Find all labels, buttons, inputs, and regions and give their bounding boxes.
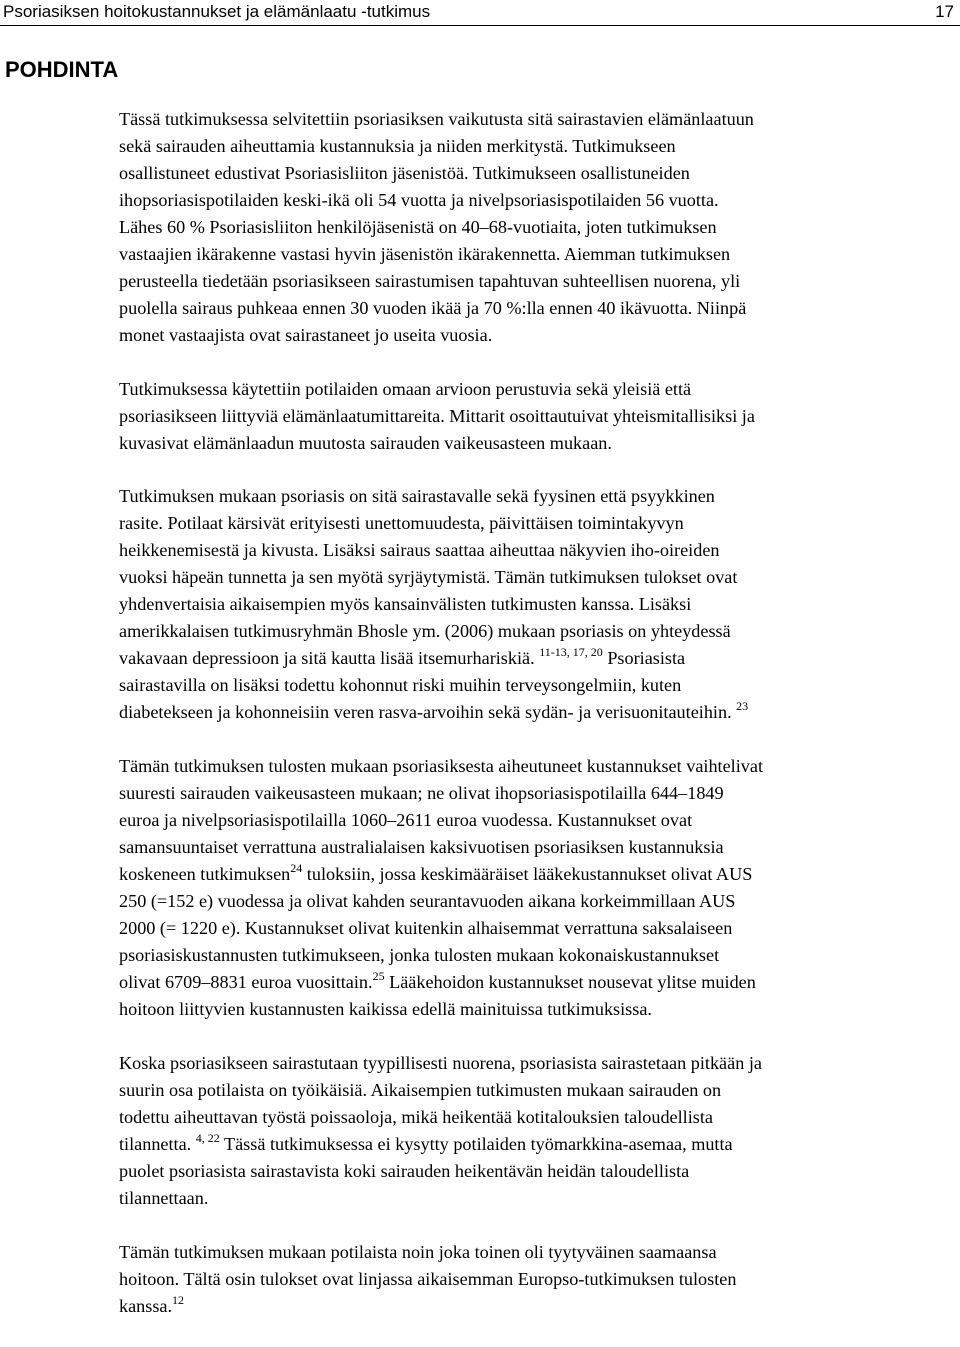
text-line: Koska psoriasikseen sairastutaan tyypillisesti nuorena, psoriasista sairastetaan pitkään ja <box>119 1053 762 1073</box>
text-line: psoriasikseen liittyviä elämänlaatumittareita. Mittarit osoittautuivat yhteismitallisiksi ja <box>119 406 755 426</box>
text-segment: Lääkehoidon kustannukset nousevat ylitse muiden <box>384 972 756 992</box>
text-line: Tutkimuksessa käytettiin potilaiden omaan arvioon perustuvia sekä yleisiä että <box>119 379 692 399</box>
reference-superscript: 11-13, 17, 20 <box>539 645 603 660</box>
text-segment: tilannetta. <box>119 1134 196 1154</box>
text-segment: koskeneen tutkimuksen <box>119 864 291 884</box>
paragraph-5 <box>119 1050 957 1212</box>
reference-superscript: 4, 22 <box>195 1131 220 1146</box>
page-header <box>0 0 960 24</box>
text-line: tilannettaan. <box>119 1188 209 1208</box>
paragraph-3 <box>119 483 957 726</box>
text-line: puolet psoriasista sairastavista koki sairauden heikentävän heidän taloudellista <box>119 1161 690 1181</box>
text-line: sekä sairauden aiheuttamia kustannuksia ja niiden merkitystä. Tutkimukseen <box>119 136 676 156</box>
paragraph-6 <box>119 1239 957 1320</box>
text-line: monet vastaajista ovat sairastaneet jo useita vuosia. <box>119 325 493 345</box>
text-line: yhdenvertaisia aikaisempien myös kansainvälisten tutkimusten kanssa. Lisäksi <box>119 594 692 614</box>
reference-superscript: 24 <box>290 861 303 876</box>
text-line <box>119 861 957 888</box>
text-segment: Tässä tutkimuksessa ei kysytty potilaiden työmarkkina-asemaa, mutta <box>219 1134 733 1154</box>
text-line: suuresti sairauden vaikeusasteen mukaan; ne olivat ihopsoriasispotilailla 644–1849 <box>119 783 724 803</box>
text-line: vastaajien ikärakenne vastasi hyvin jäsenistön ikärakennetta. Aiemman tutkimuksen <box>119 244 731 264</box>
text-line: 250 (=152 e) vuodessa ja olivat kahden seurantavuoden aikana korkeimmillaan AUS <box>119 891 736 911</box>
section-heading: POHDINTA <box>5 57 119 82</box>
text-line: Tässä tutkimuksessa selvitettiin psoriasiksen vaikutusta sitä sairastavien elämänlaatuun <box>119 109 754 129</box>
text-line: samansuuntaiset verrattuna australialaisen kaksivuotisen psoriasiksen kustannuksia <box>119 837 724 857</box>
header-rule <box>0 25 960 26</box>
body-text <box>119 106 957 1347</box>
text-line: heikkenemisestä ja kivusta. Lisäksi sairaus saattaa aiheuttaa näkyvien iho-oireiden <box>119 540 720 560</box>
reference-superscript: 12 <box>172 1293 185 1308</box>
text-line: hoitoon liittyvien kustannusten kaikissa edellä mainituissa tutkimuksissa. <box>119 999 652 1019</box>
text-line: kuvasivat elämänlaadun muutosta sairauden vaikeusasteen mukaan. <box>119 433 612 453</box>
text-segment: kanssa. <box>119 1296 173 1316</box>
text-line: sairastavilla on lisäksi todettu kohonnut riski muihin terveysongelmiin, kuten <box>119 675 682 695</box>
text-line: rasite. Potilaat kärsivät erityisesti unettomuudesta, päivittäisen toimintakyvyn <box>119 513 684 533</box>
paragraph-1 <box>119 106 957 349</box>
text-line <box>119 969 957 996</box>
text-line: puolella sairaus puhkeaa ennen 30 vuoden ikää ja 70 %:lla ennen 40 ikävuotta. Niinpä <box>119 298 747 318</box>
text-line: suurin osa potilaista on työikäisiä. Aikaisempien tutkimusten mukaan sairauden on <box>119 1080 722 1100</box>
text-line <box>119 1131 957 1158</box>
text-line: psoriasiskustannusten tutkimukseen, jonka tulosten mukaan kokonaiskustannukset <box>119 945 720 965</box>
text-line: todettu aiheuttavan työstä poissaoloja, mikä heikentää kotitalouksien taloudellista <box>119 1107 713 1127</box>
page-number: 17 <box>935 2 954 21</box>
text-line: hoitoon. Tältä osin tulokset ovat linjassa aikaisemman Europso-tutkimuksen tulosten <box>119 1269 737 1289</box>
text-line: perusteella tiedetään psoriasikseen sairastumisen tapahtuvan suhteellisen nuorena, yli <box>119 271 741 291</box>
text-segment: diabetekseen ja kohonneisiin veren rasva-arvoihin sekä sydän- ja verisuonitauteihin. <box>119 702 737 722</box>
text-line: Lähes 60 % Psoriasisliiton henkilöjäsenistä on 40–68-vuotiaita, joten tutkimuksen <box>119 217 717 237</box>
text-line: amerikkalaisen tutkimusryhmän Bhosle ym. (2006) mukaan psoriasis on yhteydessä <box>119 621 731 641</box>
text-line: 2000 (= 1220 e). Kustannukset olivat kuitenkin alhaisemmat verrattuna saksalaiseen <box>119 918 733 938</box>
text-segment: olivat 6709–8831 euroa vuosittain. <box>119 972 373 992</box>
text-line: vuoksi häpeän tunnetta ja sen myötä syrjäytymistä. Tämän tutkimuksen tulokset ovat <box>119 567 738 587</box>
text-segment: tuloksiin, jossa keskimääräiset lääkekustannukset olivat AUS <box>302 864 753 884</box>
text-segment: Psoriasista <box>602 648 686 668</box>
text-line: Tämän tutkimuksen tulosten mukaan psoriasiksesta aiheutuneet kustannukset vaihtelivat <box>119 756 763 776</box>
text-line: euroa ja nivelpsoriasispotilailla 1060–2611 euroa vuodessa. Kustannukset ovat <box>119 810 693 830</box>
document-title: Psoriasiksen hoitokustannukset ja elämänlaatu -tutkimus <box>3 2 431 21</box>
text-line <box>119 1293 957 1320</box>
text-line: osallistuneet edustivat Psoriasisliiton jäsenistöä. Tutkimukseen osallistuneiden <box>119 163 690 183</box>
text-line: Tämän tutkimuksen mukaan potilaista noin joka toinen oli tyytyväinen saamaansa <box>119 1242 717 1262</box>
reference-superscript: 23 <box>736 699 749 714</box>
text-line: ihopsoriasispotilaiden keski-ikä oli 54 vuotta ja nivelpsoriasispotilaiden 56 vuotta. <box>119 190 719 210</box>
paragraph-4 <box>119 753 957 1023</box>
text-segment: vakavaan depressioon ja sitä kautta lisää itsemurhariskiä. <box>119 648 540 668</box>
text-line <box>119 699 957 726</box>
text-line: Tutkimuksen mukaan psoriasis on sitä sairastavalle sekä fyysinen että psyykkinen <box>119 486 715 506</box>
reference-superscript: 25 <box>372 969 385 984</box>
text-line <box>119 645 957 672</box>
paragraph-2 <box>119 376 957 457</box>
